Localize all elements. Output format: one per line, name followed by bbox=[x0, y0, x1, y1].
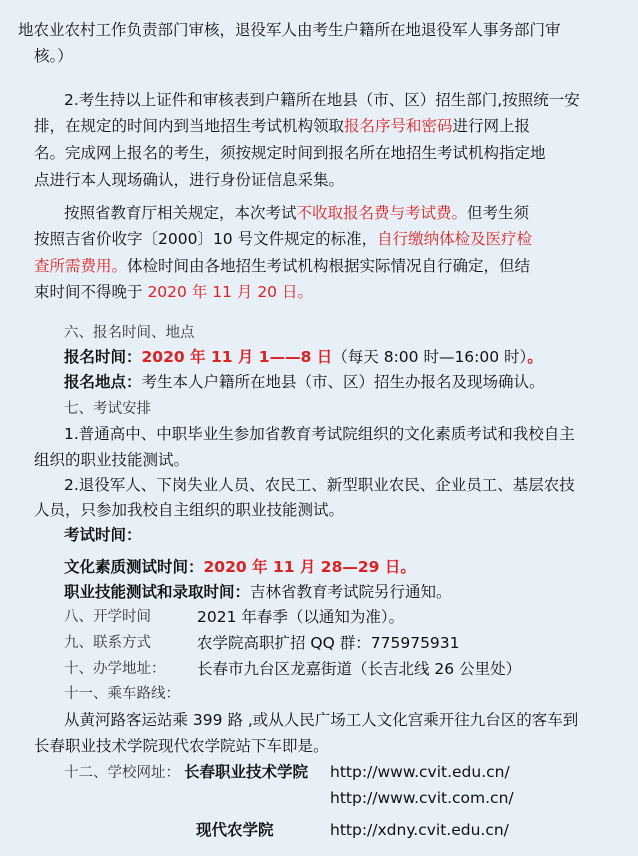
section-8-heading: 八、开学时间 bbox=[64, 609, 151, 625]
registration-time-value: 2020 年 11 月 1——8 日 bbox=[141, 348, 333, 366]
skill-test-label: 职业技能测试和录取时间： bbox=[64, 583, 251, 601]
exam-time-label: 考试时间： bbox=[64, 526, 142, 544]
para3-line-3 bbox=[34, 256, 530, 276]
registration-place-row bbox=[64, 372, 545, 392]
para3-line-2-text: 按照吉省价收字〔2000〕10 号文件规定的标准， bbox=[34, 230, 378, 248]
para3-line-3-tail: 体检时间由各地招生考试机构根据实际情况自行确定，但结 bbox=[127, 257, 531, 275]
sec7-item1-line-1: 1.普通高中、中职毕业生参加省教育考试院组织的文化素质考试和我校自主 bbox=[64, 425, 575, 443]
culture-test-label: 文化素质测试时间： bbox=[64, 558, 204, 576]
para-top-line-1: 地农业农村工作负责部门审核，退役军人由考生户籍所在地退役军人事务部门审 bbox=[18, 21, 561, 39]
sec7-item2-line-1: 2.退役军人、下岗失业人员、农民工、新型职业农民、企业员工、基层农技 bbox=[64, 476, 575, 494]
registration-place-label: 报名地点： bbox=[64, 373, 142, 391]
address-value: 长春市九台区龙嘉街道（长吉北线 26 公里处） bbox=[197, 660, 522, 678]
contact-value: 农学院高职扩招 QQ 群：775975931 bbox=[197, 634, 460, 652]
section-12-heading: 十二、学校网址： bbox=[64, 765, 180, 781]
bus-route-line-1: 从黄河路客运站乘 399 路 ,或从人民广场工人文化宫乘开往九台区的客车到 bbox=[64, 711, 579, 729]
registration-time-row bbox=[64, 347, 543, 367]
skill-test-value: 吉林省教育考试院另行通知。 bbox=[250, 583, 452, 601]
self-pay-highlight: 自行缴纳体检及医疗检 bbox=[377, 230, 533, 248]
bus-route-line-2: 长春职业技术学院现代农学院站下车即是。 bbox=[34, 737, 329, 755]
culture-test-date: 2020 年 11 月 28—29 日。 bbox=[203, 558, 416, 576]
section-9-heading: 九、联系方式 bbox=[64, 635, 151, 651]
para2-line-2-tail: 进行网上报 bbox=[452, 117, 531, 135]
section-11-heading: 十一、乘车路线： bbox=[64, 686, 180, 702]
registration-time-end: 。 bbox=[527, 348, 543, 366]
registration-time-note: （每天 8:00 时—16:00 时） bbox=[332, 348, 528, 366]
para2-line-3: 名。完成网上报名的考生，须按规定时间到报名所在地招生考试机构指定地 bbox=[34, 144, 546, 162]
section-6-heading: 六、报名时间、地点 bbox=[64, 325, 195, 341]
para2-line-2-text: 排，在规定的时间内到当地招生考试机构领取 bbox=[34, 117, 345, 135]
para3-line-2 bbox=[34, 229, 532, 249]
para2-line-4: 点进行本人现场确认，进行身份证信息采集。 bbox=[34, 171, 345, 189]
college-url[interactable]: http://xdny.cvit.edu.cn/ bbox=[330, 821, 509, 839]
school-url-1[interactable]: http://www.cvit.edu.cn/ bbox=[330, 763, 510, 781]
website-row-1 bbox=[64, 762, 308, 783]
registration-time-label: 报名时间： bbox=[64, 348, 142, 366]
skill-test-row bbox=[64, 582, 452, 602]
school-name: 长春职业技术学院 bbox=[184, 763, 309, 781]
para-top-line-2: 核。） bbox=[34, 47, 73, 65]
deadline-highlight: 2020 年 11 月 20 日。 bbox=[142, 283, 313, 301]
sec7-item2-line-2: 人员，只参加我校自主组织的职业技能测试。 bbox=[34, 501, 345, 519]
para3-line-1-text: 按照省教育厅相关规定，本次考试 bbox=[64, 204, 297, 222]
registration-code-highlight: 报名序号和密码 bbox=[344, 117, 453, 135]
sec7-item1-line-2: 组织的职业技能测试。 bbox=[34, 451, 190, 469]
section-7-heading: 七、考试安排 bbox=[64, 401, 151, 417]
start-time-value: 2021 年春季（以通知为准）。 bbox=[197, 608, 405, 626]
section-10-heading: 十、办学地址： bbox=[64, 661, 166, 677]
school-url-2[interactable]: http://www.cvit.com.cn/ bbox=[330, 789, 514, 807]
para3-line-1 bbox=[64, 203, 529, 223]
para3-line-4 bbox=[34, 282, 313, 302]
para2-line-1: 2.考生持以上证件和审核表到户籍所在地县（市、区）招生部门,按照统一安 bbox=[64, 91, 580, 109]
culture-test-row bbox=[64, 557, 416, 577]
para2-line-2 bbox=[34, 116, 530, 136]
self-pay-highlight-cont: 查所需费用。 bbox=[34, 257, 128, 275]
para3-line-1-tail: 但考生须 bbox=[467, 204, 530, 222]
no-fee-highlight: 不收取报名费与考试费。 bbox=[296, 204, 468, 222]
college-name: 现代农学院 bbox=[196, 821, 274, 839]
registration-place-value: 考生本人户籍所在地县（市、区）招生办报名及现场确认。 bbox=[141, 373, 545, 391]
para3-line-4-text: 束时间不得晚于 bbox=[34, 283, 143, 301]
